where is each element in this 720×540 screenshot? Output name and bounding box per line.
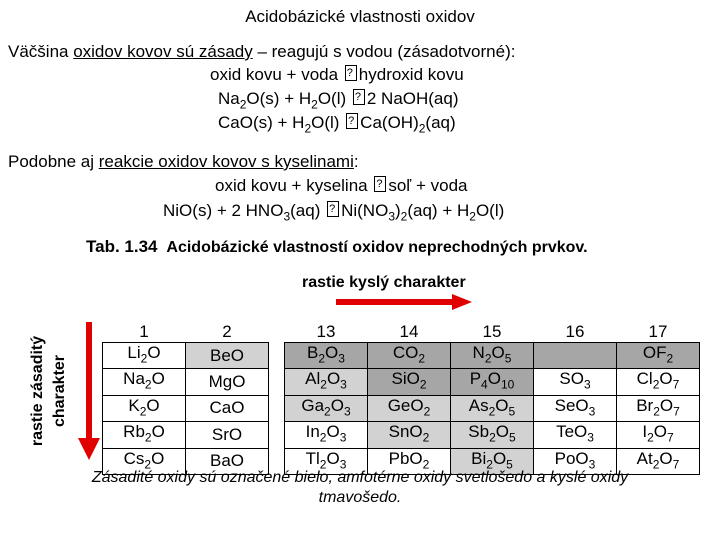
oxide-cell: $P_4O_{10}$ [451,369,534,395]
eq2-left: $Na_2O(s) + H_2O(l)$ [218,89,351,112]
oxide-table-groups-1-2 [102,322,269,475]
intro-suffix: – reagujú s vodou (zásadotvorné): [252,42,516,61]
table-row [103,369,269,395]
oxide-cell: $Tl_2O_3$ [285,448,368,474]
oxide-cell: $Cl_2O_7$ [617,369,700,395]
equation-5 [163,201,504,226]
oxide-table-groups-13-17 [284,322,700,475]
group-header: 15 [482,322,502,341]
eq4-left: oxid kovu + kyselina [215,176,373,195]
oxide-cell: $OF_2$ [617,343,700,369]
missing-glyph-icon [374,176,386,192]
oxide-cell: $As_2O_5$ [451,395,534,421]
horizontal-arrow-label: rastie kyslý charakter [302,274,466,291]
right-arrow-icon [336,294,472,310]
oxide-cell: $Sb_2O_5$ [451,422,534,448]
right-arrow-head [452,294,472,310]
oxide-cell: TeO$_3$ [534,422,617,448]
group-header: 16 [565,322,585,341]
oxide-cell: $In_2O_3$ [285,422,368,448]
eq1-left: oxid kovu + voda [210,65,343,84]
equation-2 [218,89,459,114]
vertical-label-line-2: charakter [51,354,68,428]
eq1-right: hydroxid kovu [358,65,464,84]
oxide-cell: $K_2O$ [103,395,186,421]
group-header: 1 [139,322,149,341]
eq5-right: $Ni(NO_3)_2(aq) + H_2O(l)$ [341,201,505,224]
table-row [103,395,269,421]
oxide-cell: $SO_3$ [534,369,617,395]
table-caption [86,237,588,257]
oxide-cell: BaO [186,448,269,474]
table-row [285,369,700,395]
para2-underlined: reakcie oxidov kovov s kyselinami [98,152,354,171]
oxide-cell: $I_2O_7$ [617,422,700,448]
down-arrow-shaft [86,322,92,440]
footnote-line-1: Zásadité oxidy sú označené bielo, amfotérne oxidy svetlošedo a kyslé oxidy [91,469,629,486]
missing-glyph-icon [353,89,365,105]
paragraph-2 [8,152,359,172]
oxide-cell: $Br_2O_7$ [617,395,700,421]
oxide-cell: $Rb_2O$ [103,422,186,448]
intro-underlined: oxidov kovov sú zásady [73,42,253,61]
equation-3 [218,113,456,138]
table-footnote [0,468,720,508]
oxide-cell: $Na_2O$ [103,369,186,395]
table-row [285,343,700,369]
oxide-cell: PbO$_2$ [368,448,451,474]
vertical-arrow-label [22,322,78,460]
missing-glyph-icon [327,201,339,217]
oxide-cell: $N_2O_5$ [451,343,534,369]
oxide-cell: $Cs_2O$ [103,448,186,474]
oxide-cell: $Bi_2O_5$ [451,448,534,474]
oxide-cell: SiO$_2$ [368,369,451,395]
intro-line [8,42,515,62]
oxide-cell: PoO$_3$ [534,448,617,474]
oxide-cell: $Al_2O_3$ [285,369,368,395]
eq3-left: $CaO(s) + H_2O(l)$ [218,113,345,136]
oxide-cell: BeO [186,343,269,369]
table-row [103,343,269,369]
oxide-cell: $B_2O_3$ [285,343,368,369]
oxide-cell: GeO$_2$ [368,395,451,421]
eq4-right: soľ + voda [388,176,468,195]
table-row [103,422,269,448]
vertical-label-line-1: rastie zásaditý [29,335,46,447]
oxide-cell: SrO [186,422,269,448]
group-header: 17 [648,322,668,341]
oxide-cell: MgO [186,369,269,395]
table-caption-text: Acidobázické vlastností oxidov neprechodných prvkov. [166,239,588,256]
group-header: 13 [316,322,336,341]
group-header: 2 [222,322,232,341]
oxide-cell: $Li_2O$ [103,343,186,369]
oxide-cell: $At_2O_7$ [617,448,700,474]
intro-prefix: Väčšina [8,42,74,61]
equation-1 [210,65,464,85]
eq2-right: 2 NaOH(aq) [366,89,459,108]
para2-suffix: : [353,152,359,171]
oxide-cell: SnO$_2$ [368,422,451,448]
missing-glyph-icon [346,113,358,129]
missing-glyph-icon [345,65,357,81]
table-caption-label: Tab. 1.34 [86,237,158,256]
equation-4 [215,176,468,196]
right-arrow-shaft [336,299,454,305]
oxide-cell [534,343,617,369]
group-header: 14 [399,322,419,341]
down-arrow-icon [78,322,100,460]
table-row [285,395,700,421]
para2-prefix: Podobne aj [8,152,99,171]
page-title: Acidobázické vlastnosti oxidov [245,7,475,26]
oxide-cell: $CO_2$ [368,343,451,369]
footnote-line-2: tmavošedo. [318,489,402,506]
oxide-cell: CaO [186,395,269,421]
down-arrow-head [78,438,100,460]
oxide-cell: SeO$_3$ [534,395,617,421]
oxide-cell: $Ga_2O_3$ [285,395,368,421]
eq5-left: NiO(s) + 2 $HNO_3(aq)$ [163,201,326,224]
table-row [285,422,700,448]
eq3-right: $Ca(OH)_2(aq)$ [360,113,456,136]
